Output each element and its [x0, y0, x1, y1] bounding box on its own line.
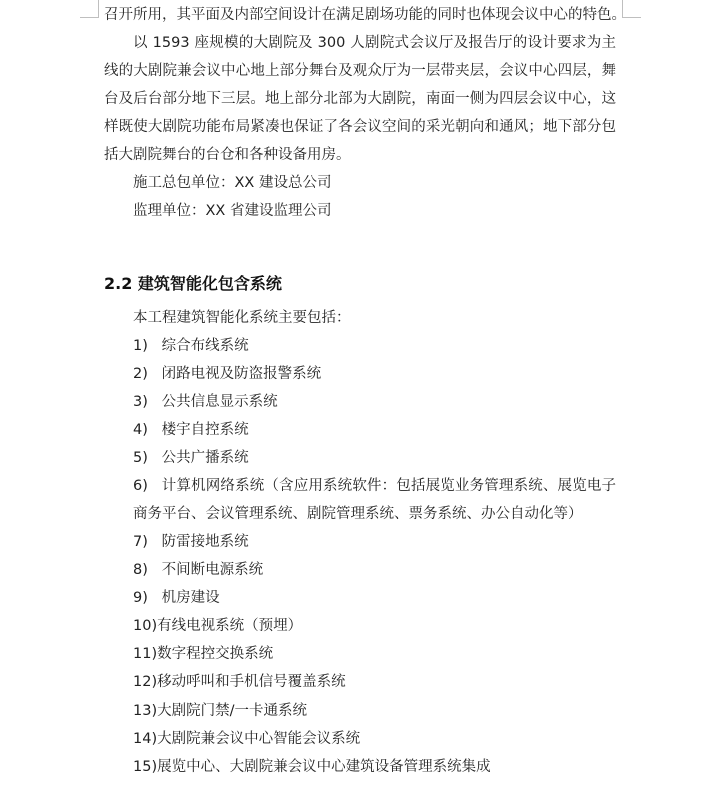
list-item: 10)有线电视系统（预埋） — [133, 618, 303, 634]
crop-mark-top-left — [80, 0, 99, 18]
list-item: 3) 公共信息显示系统 — [133, 394, 278, 410]
list-item: 7) 防雷接地系统 — [133, 534, 249, 550]
intro-paragraph: 以 1593 座规模的大剧院及 300 人剧院式会议厅及报告厅的设计要求为主线的大剧院兼会议中心地上部分舞台及观众厅为一层带夹层，会议中心四层，舞台及后台部分地下三层。地上部分北部为大剧院，南面一侧为四层会议中心，这样既使大剧院功能布局紧凑也保证了各会议空间的采光朝向和通风；地下部分包括大剧院舞台的台仓和各种设备用房。 — [104, 35, 616, 163]
list-item: 6) 计算机网络系统（含应用系统软件：包括展览业务管理系统、展览电子商务平台、会议管理系统、剧院管理系统、票务系统、办公自动化等） — [133, 478, 617, 522]
list-item: 11)数字程控交换系统 — [133, 646, 274, 662]
list-item: 2) 闭路电视及防盗报警系统 — [133, 366, 322, 382]
list-item: 15)展览中心、大剧院兼会议中心建筑设备管理系统集成 — [133, 759, 491, 775]
supervisor-line: 监理单位：XX 省建设监理公司 — [133, 203, 332, 219]
list-item: 1) 综合布线系统 — [133, 338, 249, 354]
list-item: 4) 楼宇自控系统 — [133, 422, 249, 438]
list-item: 5) 公共广播系统 — [133, 450, 249, 466]
list-item: 14)大剧院兼会议中心智能会议系统 — [133, 731, 361, 747]
list-item: 12)移动呼叫和手机信号覆盖系统 — [133, 674, 346, 690]
contractor-line: 施工总包单位：XX 建设总公司 — [133, 175, 332, 191]
section-heading: 2.2 建筑智能化包含系统 — [104, 274, 282, 293]
list-item: 13)大剧院门禁/一卡通系统 — [133, 703, 307, 719]
intro-continuation-line: 召开所用，其平面及内部空间设计在满足剧场功能的同时也体现会议中心的特色。 — [104, 7, 626, 23]
list-item: 8) 不间断电源系统 — [133, 562, 264, 578]
section-lead: 本工程建筑智能化系统主要包括： — [133, 310, 351, 326]
list-item: 9) 机房建设 — [133, 590, 220, 606]
